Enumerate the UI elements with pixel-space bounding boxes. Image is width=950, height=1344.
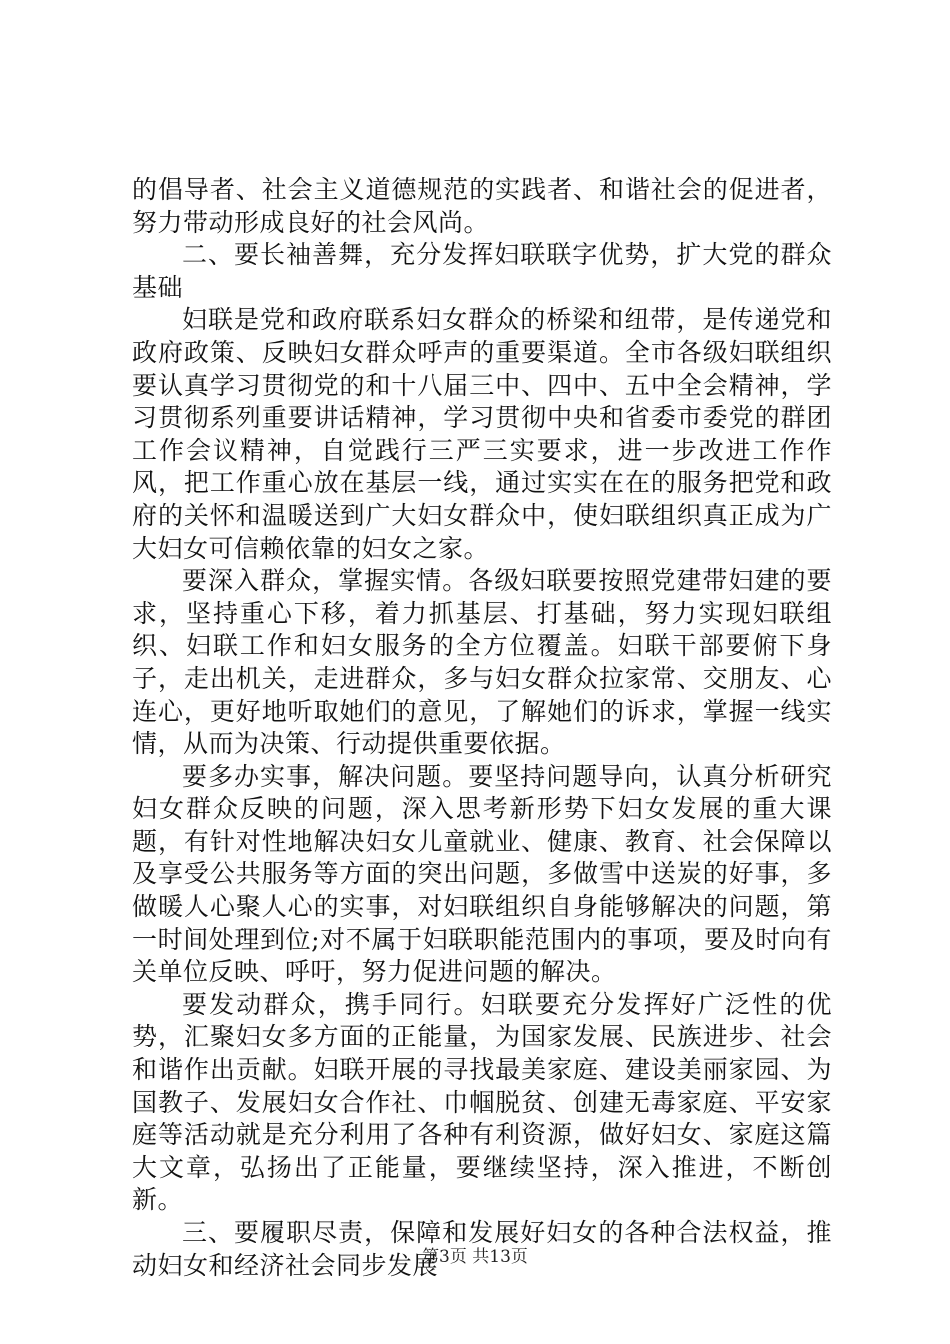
paragraph-go-to-masses: 要深入群众，掌握实情。各级妇联要按照党建带妇建的要求，坚持重心下移，着力抓基层、打基础，努力实现妇联组织、妇联工作和妇女服务的全方位覆盖。妇联干部要俯下身子，走出机关，走进群众，多与妇女群众拉家常、交朋友、心连心，更好地听取她们的意见，了解她们的诉求，掌握一线实情，从而为决策、行动提供重要依据。 xyxy=(132,566,832,759)
document-body xyxy=(132,174,832,1282)
paragraph-continuation: 的倡导者、社会主义道德规范的实践者、和谐社会的促进者，努力带动形成良好的社会风尚。 xyxy=(132,175,832,237)
section-heading-2: 二、要长袖善舞，充分发挥妇联联字优势，扩大党的群众基础 xyxy=(132,240,832,302)
paragraph-bridge-role: 妇联是党和政府联系妇女群众的桥梁和纽带，是传递党和政府政策、反映妇女群众呼声的重要渠道。全市各级妇联组织要认真学习贯彻党的和十八届三中、四中、五中全会精神，学习贯彻系列重要讲话精神，学习贯彻中央和省委市委党的群团工作会议精神，自觉践行三严三实要求，进一步改进工作作风，把工作重心放在基层一线，通过实实在在的服务把党和政府的关怀和温暖送到广大妇女群众中，使妇联组织真正成为广大妇女可信赖依靠的妇女之家。 xyxy=(132,305,832,563)
paragraph-solve-problems: 要多办实事，解决问题。要坚持问题导向，认真分析研究妇女群众反映的问题，深入思考新形势下妇女发展的重大课题，有针对性地解决妇女儿童就业、健康、教育、社会保障以及享受公共服务等方面的突出问题，多做雪中送炭的好事，多做暖人心聚人心的实事，对妇联组织自身能够解决的问题，第一时间处理到位;对不属于妇联职能范围内的事项，要及时向有关单位反映、呼吁，努力促进问题的解决。 xyxy=(132,761,832,987)
section-heading-3: 三、要履职尽责，保障和发展好妇女的各种合法权益，推动妇女和经济社会同步发展 xyxy=(132,1218,832,1280)
paragraph-mobilize-masses: 要发动群众，携手同行。妇联要充分发挥好广泛性的优势，汇聚妇女多方面的正能量，为国家发展、民族进步、社会和谐作出贡献。妇联开展的寻找最美家庭、建设美丽家园、为国教子、发展妇女合作社、巾帼脱贫、创建无毒家庭、平安家庭等活动就是充分利用了各种有利资源，做好妇女、家庭这篇大文章，弘扬出了正能量，要继续坚持，深入推进，不断创新。 xyxy=(132,989,832,1215)
page-number-footer: 第3页 共13页 xyxy=(422,1247,528,1267)
